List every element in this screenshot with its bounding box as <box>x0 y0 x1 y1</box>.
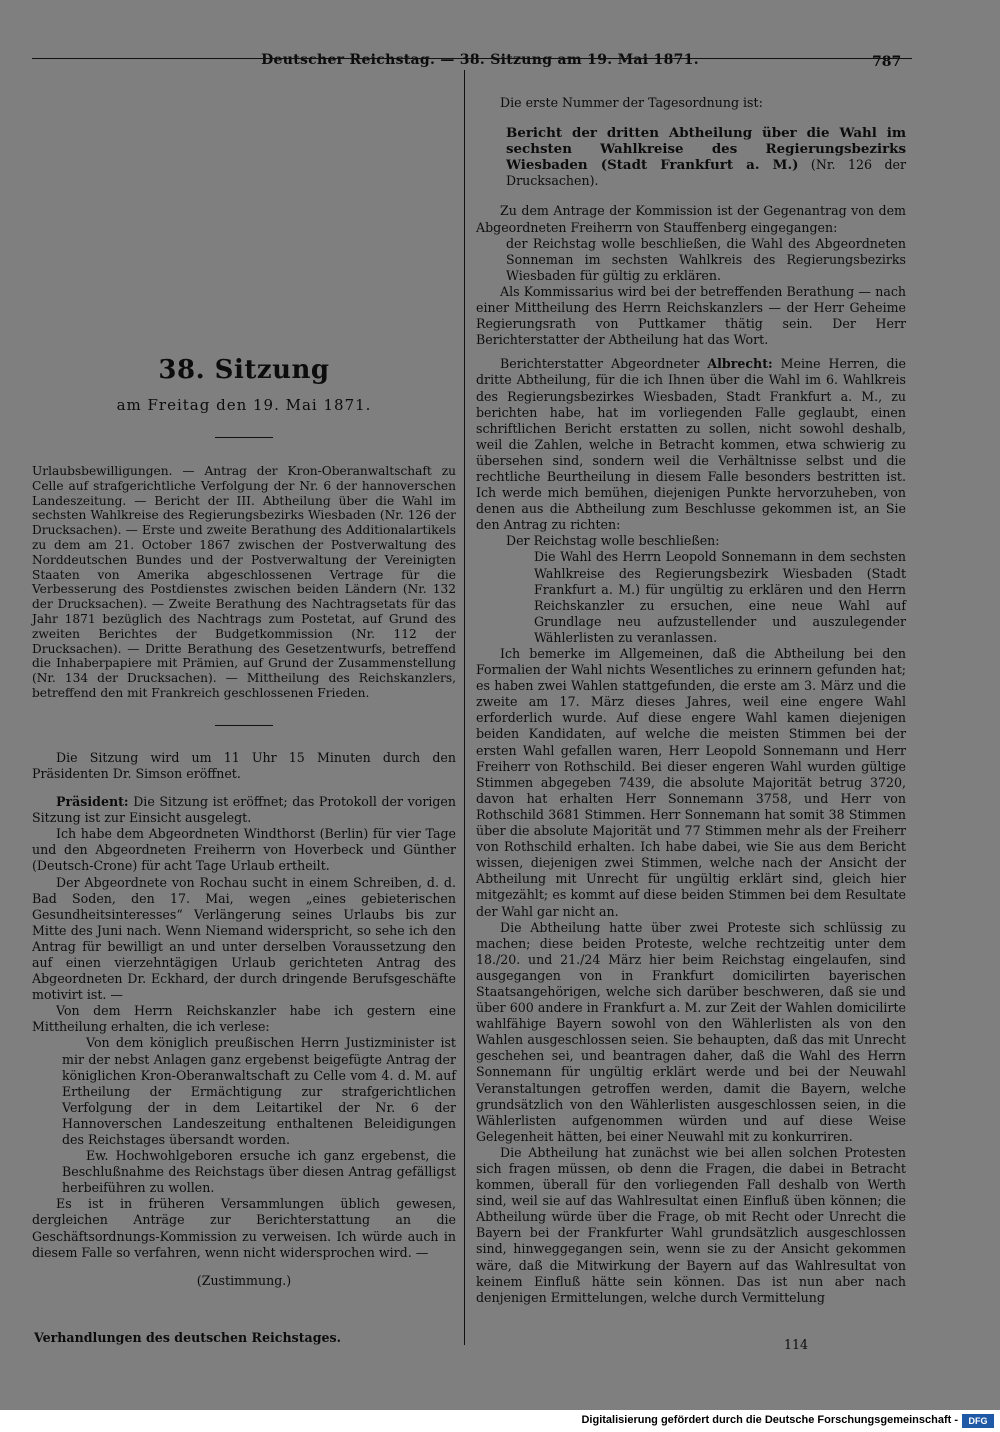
right-column <box>476 95 906 1306</box>
quoted-letter-2: Ew. Hochwohlgeboren ersuche ich ganz ergebenst, die Beschlußnahme des Reichstags über diesen Antrag gefälligst herbeiführen zu wollen. <box>62 1148 456 1196</box>
paragraph-text: Meine Herren, die dritte Abtheilung, für die ich Ihnen über die Wahl im 6. Wahlkreis des Regierungsbezirkes Wiesbaden, Stadt Frankfurt a. M., zu berichten habe, hat im vorliegenden Falle geglaubt, einen schriftlichen Bericht erstatten zu sollen, nicht sowohl deshalb, weil die Zahlen, welche in Betracht kommen, etwa schwierig zu übersehen sind, sondern weil die Verhältnisse selbst und die rechtliche Beurtheilung in diesem Falle besonders bestritten ist. Ich werde mich bemühen, diejenigen Punkte hervorzuheben, von denen aus die Abtheilung zum Beschlusse gekommen ist, an Sie den Antrag zu richten: <box>476 356 906 533</box>
assessment-paragraph: Die Abtheilung hat zunächst wie bei allen solchen Protesten sich fragen müssen, ob denn die Fragen, die dabei in Betracht kommen, überall für den vorliegenden Fall deshalb von Werth sind, weil sie auf das Wahlresultat einen Einfluß üben können; die Abtheilung würde über die Frage, ob mit Recht oder Unrecht die Bayern bei der Frankfurter Wahl grundsätzlich ausgeschlossen sind, hinweggegangen sein, wenn sie zu der Ansicht gekommen wäre, daß die Mitwirkung der Bayern auf das Wahlresultat von keinem Einfluß hätte sein können. Das ist nun aber nach denjenigen Ermittelungen, welche durch Vermittelung <box>476 1144 906 1305</box>
speaker-name: Präsident: <box>56 794 129 810</box>
assent-note: (Zustimmung.) <box>196 1272 292 1288</box>
agenda-item <box>506 125 906 189</box>
credit-bar <box>0 1412 1000 1432</box>
footer-title: Verhandlungen des deutschen Reichstages. <box>34 1330 341 1345</box>
quoted-letter-1: Von dem königlich preußischen Herrn Justizminister ist mir der nebst Anlagen ganz ergebenst beigefügte Antrag der königlichen Kron-Oberanwaltschaft zu Celle vom 4. d. M. auf Ertheilung der Ermächtigung zur strafgerichtlichen Verfolgung der in dem Leitartikel der Nr. 6 der Hannoverschen Landeszeitung enthaltenen Beleidigungen des Reichstages übersandt worden. <box>62 1035 456 1147</box>
credit-text: Digitalisierung gefördert durch die Deutsche Forschungsgemeinschaft - <box>581 1414 958 1426</box>
commissioner-paragraph: Als Kommissarius wird bei der betreffenden Berathung — nach einer Mittheilung des Herrn Reichskanzlers — der Herr Geheime Regierungsrath von Puttkamer thätig sein. Der Herr Berichterstatter der Abtheilung hat das Wort. <box>476 283 906 348</box>
page-number: 787 <box>872 54 902 70</box>
motion-intro: Der Reichstag wolle beschließen: <box>506 533 720 549</box>
speaker-name: Albrecht: <box>707 356 773 372</box>
session-date: am Freitag den 19. Mai 1871. <box>116 396 372 414</box>
running-head: Deutscher Reichstag. — 38. Sitzung am 19. Mai 1871. <box>261 52 699 68</box>
dfg-logo: DFG <box>962 1414 994 1428</box>
agenda-item-ref: (Nr. 126 der Drucksachen). <box>506 157 906 189</box>
counter-motion: der Reichstag wolle beschließen, die Wahl des Abgeordneten Sonneman im sechsten Wahlkreis des Regierungsbezirks Wiesbaden für gültig zu erklären. <box>506 235 906 283</box>
signature-mark: 114 <box>784 1337 809 1352</box>
opening-paragraph: Die Sitzung wird um 11 Uhr 15 Minuten durch den Präsidenten Dr. Simson eröffnet. <box>32 749 456 781</box>
motion-text: Die Wahl des Herrn Leopold Sonnemann in dem sechsten Wahlkreise des Regierungsbezirk Wiesbaden (Stadt Frankfurt a. M.) für ungültig zu erklären und den Herrn Reichskanzler zu ersuchen, eine neue Wahl auf Grundlage neu aufzustellender und auszulegender Wählerlisten zu veranlassen. <box>534 549 906 645</box>
protests-paragraph: Die Abtheilung hatte über zwei Proteste sich schlüssig zu machen; diese beiden Proteste, welche rechtzeitig unter dem 18./20. und 21./24 März hier beim Reichstag eingelaufen, sind ausgegangen von in Frankfurt domicilirten bayerischen Staatsangehörigen, welche sich darüber beschweren, daß sie und über 600 andere in Frankfurt a. M. zur Zeit der Wahlen domicilirte wahlfähige Bayern sowohl von den Wählerlisten als von den Wahlen ausgeschlossen seien. Sie behaupten, daß das mit Unrecht geschehen sei, und beantragen daher, daß die Wahl des Herrn Sonnemann für ungültig erklärt werde und bei der Neuwahl Veranstaltungen getroffen werden, damit die Bayern, welche grundsätzlich von den Wählerlisten ausgeschlossen seien, in die Wählerlisten aufgenommen würden und auf diese Weise Gelegenheit hätten, bei einer Neuwahl mit zu konkurriren. <box>476 919 906 1144</box>
counter-motion-intro: Zu dem Antrage der Kommission ist der Gegenantrag von dem Abgeordneten Freiherrn von Stauffenberg eingegangen: <box>476 203 906 235</box>
column-rule <box>464 70 465 1345</box>
agenda-item-heading: Bericht der dritten Abtheilung über die Wahl im sechsten Wahlkreise des Regierungsbezirks Wiesbaden (Stadt Frankfurt a. M.) <box>506 125 906 174</box>
agenda-intro: Die erste Nummer der Tagesordnung ist: <box>500 95 763 110</box>
rapporteur-intro: Berichterstatter Abgeordneter <box>500 356 708 372</box>
commission-paragraph: Es ist in früheren Versammlungen üblich gewesen, dergleichen Anträge zur Berichterstattung an die Geschäftsordnungs-Kommission zu verweisen. Ich würde auch in diesem Falle so verfahren, wenn nicht widersprochen wird. — <box>32 1196 456 1260</box>
election-details-paragraph: Ich bemerke im Allgemeinen, daß die Abtheilung bei den Formalien der Wahl nichts Wesentliches zu erinnern gefunden hat; es haben zwei Wahlen stattgefunden, die erste am 3. März und die zweite am 17. März dieses Jahres, weil eine engere Wahl erforderlich wurde. Auf diese engere Wahl kamen diejenigen beiden Kandidaten, auf welche die meisten Stimmen bei der ersten Wahl gefallen waren, Herr Leopold Sonnemann und Herr Freiherr von Rothschild. Bei dieser engeren Wahl wurden gültige Stimmen abgegeben 7439, die absolute Majorität betrug 3720, davon hat erhalten Herr Sonnemann 3758, und Herr von Rothschild 3681 Stimmen. Herr Sonnemann hat somit 38 Stimmen über die absolute Majorität und 77 Stimmen mehr als der Freiherr von Rothschild erhalten. Ich habe dabei, wie Sie aus dem Bericht wissen, diejenigen zwei Stimmen, welche nach der Ansicht der Abtheilung mit Unrecht für ungültig erklärt sind, gleich hier mitgezählt; es kommt auf diese beiden Stimmen bei dem Resultate der Wahl gar nicht an. <box>476 646 906 919</box>
left-column <box>32 355 456 1289</box>
president-paragraph <box>32 794 456 826</box>
rochau-paragraph: Der Abgeordnete von Rochau sucht in einem Schreiben, d. d. Bad Soden, den 17. Mai, wegen „eines gebieterischen Gesundheitsinteresses“ Verlängerung seines Urlaubs bis zur Mitte des Juni nach. Wenn Niemand widerspricht, so sehe ich den Antrag für bewilligt an und unter derselben Voraussetzung den auf einen vierzehntägigen Urlaub gerichteten Antrag des Abgeordneten Dr. Eckhard, der durch dringende Berufsgeschäfte motivirt ist. — <box>32 874 456 1003</box>
header-rule <box>32 58 912 59</box>
paragraph-text: Die Sitzung ist eröffnet; das Protokoll der vorigen Sitzung ist zur Einsicht ausgelegt. <box>32 794 456 826</box>
session-title: 38. Sitzung <box>158 355 330 385</box>
leave-paragraph: Ich habe dem Abgeordneten Windthorst (Berlin) für vier Tage und den Abgeordneten Freiherrn von Hoverbeck und Günther (Deutsch-Crone) für acht Tage Urlaub ertheilt. <box>32 826 456 874</box>
chancellor-paragraph: Von dem Herrn Reichskanzler habe ich gestern eine Mittheilung erhalten, die ich verlese: <box>32 1003 456 1035</box>
rapporteur-paragraph <box>476 356 906 533</box>
agenda-summary: Urlaubsbewilligungen. — Antrag der Kron-Oberanwaltschaft zu Celle auf strafgerichtliche Verfolgung der Nr. 6 der hannoverschen Landeszeitung. — Bericht der III. Abtheilung über die Wahl im sechsten Wahlkreise des Regierungsbezirks Wiesbaden (Nr. 126 der Drucksachen). — Erste und zweite Berathung des Additionalartikels zu dem am 21. October 1867 zwischen der Postverwaltung des Norddeutschen Bundes und der Postverwaltung der Vereinigten Staaten von Amerika abgeschlossenen Vertrage für die Verbesserung des Postdienstes zwischen beiden Ländern (Nr. 132 der Drucksachen). — Zweite Berathung des Nachtragsetats für das Jahr 1871 bezüglich des Nachtrags zum Postetat, auf Grund des zweiten Berichtes der Budgetkommission (Nr. 112 der Drucksachen). — Dritte Berathung des Gesetzentwurfs, betreffend die Inhaberpapiere mit Prämien, auf Grund der Zusammenstellung (Nr. 134 der Drucksachen). — Mittheilung des Reichskanzlers, betreffend den mit Frankreich geschlossenen Frieden. <box>32 464 456 701</box>
